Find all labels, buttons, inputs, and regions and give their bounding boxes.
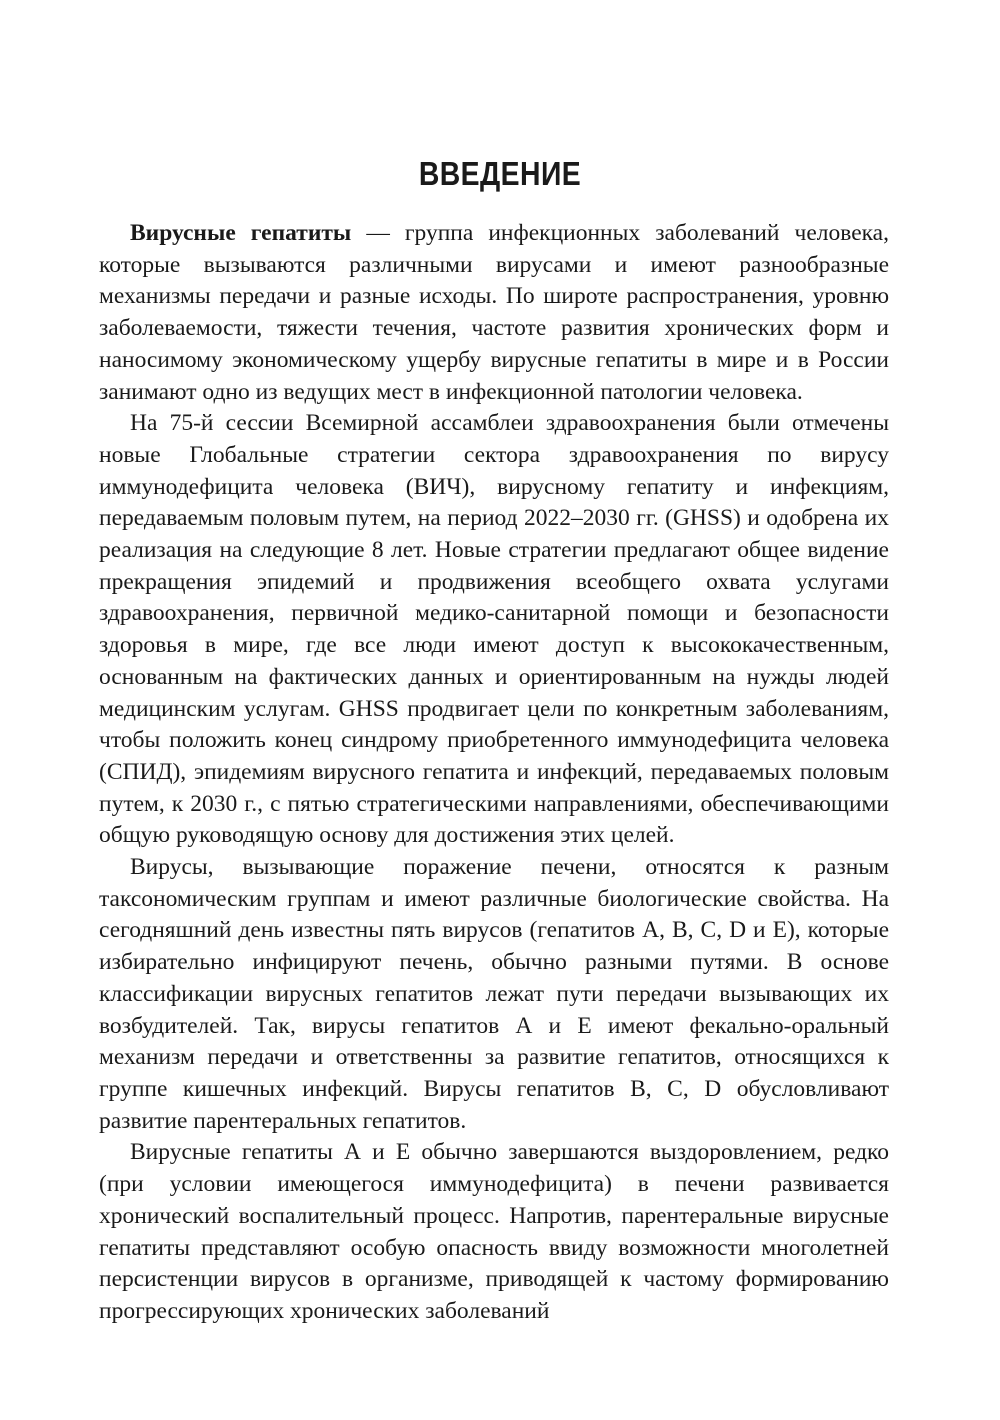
paragraph-lead-term: Вирусные гепатиты bbox=[130, 220, 352, 246]
body-text bbox=[99, 218, 889, 1328]
paragraph-2: На 75-й сессии Всемирной ассамблеи здравоохранения были отмечены новые Глобальные стратегии сектора здравоохранения по вирусу иммунодефицита человека (ВИЧ), вирусному гепатиту и инфекциям, передаваемым половым путем, на период 2022–2030 гг. (GHSS) и одобрена их реализация на следующие 8 лет. Новые стратегии предлагают общее видение прекращения эпидемий и продвижения всеобщего охвата услугами здравоохранения, первичной медико-санитарной помощи и безопасности здоровья в мире, где все люди имеют доступ к высококачественным, основанным на фактических данных и ориентированным на нужды людей медицинским услугам. GHSS продвигает цели по конкретным заболеваниям, чтобы положить конец синдрому приобретенного иммунодефицита человека (СПИД), эпидемиям вирусного гепатита и инфекций, передаваемых половым путем, к 2030 г., с пятью стратегическими направлениями, обеспечивающими общую руководящую основу для достижения этих целей. bbox=[99, 410, 889, 849]
paragraph-4: Вирусные гепатиты А и Е обычно завершаются выздоровлением, редко (при условии имеющегося иммунодефицита) в печени развивается хронический воспалительный процесс. Напротив, парентеральные вирусные гепатиты представляют особую опасность ввиду возможности многолетней персистенции вирусов в организме, приводящей к частому формированию прогрессирующих хронических заболеваний bbox=[99, 1139, 889, 1324]
page-title: ВВЕДЕНИЕ bbox=[418, 155, 582, 192]
paragraph-1 bbox=[99, 218, 889, 408]
paragraph-1-text: — группа инфекционных заболеваний человека, которые вызываются различными вирусами и имеют разнообразные механизмы передачи и разные исходы. По широте распространения, уровню заболеваемости, тяжести течения, частоте развития хронических форм и наносимому экономическому ущербу вирусные гепатиты в мире и в России занимают одно из ведущих мест в инфекционной патологии человека. bbox=[99, 220, 889, 405]
paragraph-3: Вирусы, вызывающие поражение печени, относятся к разным таксономическим группам и имеют различные биологические свойства. На сегодняшний день известны пять вирусов (гепатитов А, В, С, D и Е), которые избирательно инфицируют печень, обычно разными путями. В основе классификации вирусных гепатитов лежат пути передачи вызывающих их возбудителей. Так, вирусы гепатитов А и Е имеют фекально-оральный механизм передачи и ответственны за развитие гепатитов, относящихся к группе кишечных инфекций. Вирусы гепатитов В, С, D обусловливают развитие парентеральных гепатитов. bbox=[99, 854, 889, 1134]
